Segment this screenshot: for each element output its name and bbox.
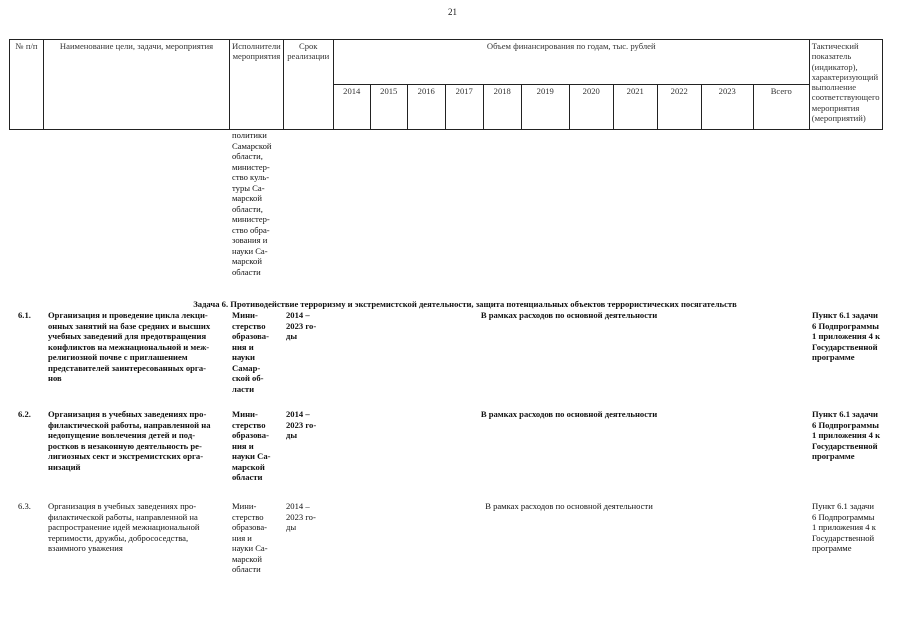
row-num: 6.1. — [18, 310, 31, 320]
page-number: 21 — [448, 7, 457, 17]
header-year: 2018 — [483, 85, 521, 130]
table-header — [9, 39, 883, 130]
header-total: Всего — [753, 85, 809, 130]
row-indicator: Пункт 6.1 задачи 6 Подпрограммы 1 приложения 4 к Государственной программе — [812, 501, 876, 553]
header-num: № п/п — [10, 40, 44, 130]
task-title: Задача 6. Противодействие терроризму и экстремистской деятельности, защита потенциальных объектов террористических посягательств — [193, 299, 737, 309]
row-name: Организация в учебных заведениях про- филактической работы, направленной на распространение идей межнациональной терпимости, дружбы, добрососедства, взаимного уважения — [48, 501, 200, 553]
row-financing: В рамках расходов по основной деятельности — [485, 501, 653, 511]
row-financing: В рамках расходов по основной деятельности — [480, 409, 658, 419]
row-name: Организация и проведение цикла лекци- онных занятий на базе средних и высших учебных заведений для предотвращения конфликтов на межнациональной и меж- религиозной почве с приглашением представителей заинтересованных орга- нов — [48, 310, 211, 383]
header-year: 2022 — [657, 85, 701, 130]
row-num: 6.2. — [18, 409, 31, 419]
header-year: 2017 — [445, 85, 483, 130]
header-year: 2023 — [701, 85, 753, 130]
row-num: 6.3. — [18, 501, 31, 511]
header-period: Срок реализации — [283, 40, 333, 130]
row-financing: В рамках расходов по основной деятельности — [480, 310, 658, 320]
row-executor: Мини- стерство образова- ния и науки Са- марской области — [232, 501, 268, 574]
header-executors: Исполнители мероприятия — [230, 40, 284, 130]
row-executor: Мини- стерство образова- ния и науки Са- марской области — [232, 409, 271, 482]
header-name: Наименование цели, задачи, мероприятия — [44, 40, 230, 130]
header-indicator: Тактический показатель (индикатор), характеризующий выполнение соответствующего мероприятия (мероприятий) — [809, 40, 882, 130]
row-name: Организация в учебных заведениях про- филактической работы, направленной на недопущение вовлечения детей и под- ростков в незаконную деятельность ре- лигиозных сект и экстремистских орга- низаций — [48, 409, 211, 472]
row-indicator: Пункт 6.1 задачи 6 Подпрограммы 1 приложения 4 к Государственной программе — [812, 310, 881, 362]
row-period: 2014 – 2023 го- ды — [286, 310, 317, 341]
row-executor: Мини- стерство образова- ния и науки Самар- ской об- ласти — [232, 310, 269, 394]
header-year: 2019 — [521, 85, 569, 130]
header-year: 2020 — [569, 85, 613, 130]
header-year: 2014 — [333, 85, 370, 130]
header-financing: Объем финансирования по годам, тыс. рублей — [333, 40, 809, 85]
header-year: 2021 — [613, 85, 657, 130]
header-year: 2015 — [370, 85, 407, 130]
header-year: 2016 — [407, 85, 445, 130]
row-indicator: Пункт 6.1 задачи 6 Подпрограммы 1 приложения 4 к Государственной программе — [812, 409, 881, 461]
executors-continuation: политики Самарской области, министер- ство куль- туры Са- марской области, министер- ство обра- зования и науки Са- марской области — [232, 130, 272, 277]
row-period: 2014 – 2023 го- ды — [286, 409, 317, 440]
row-period: 2014 – 2023 го- ды — [286, 501, 316, 532]
